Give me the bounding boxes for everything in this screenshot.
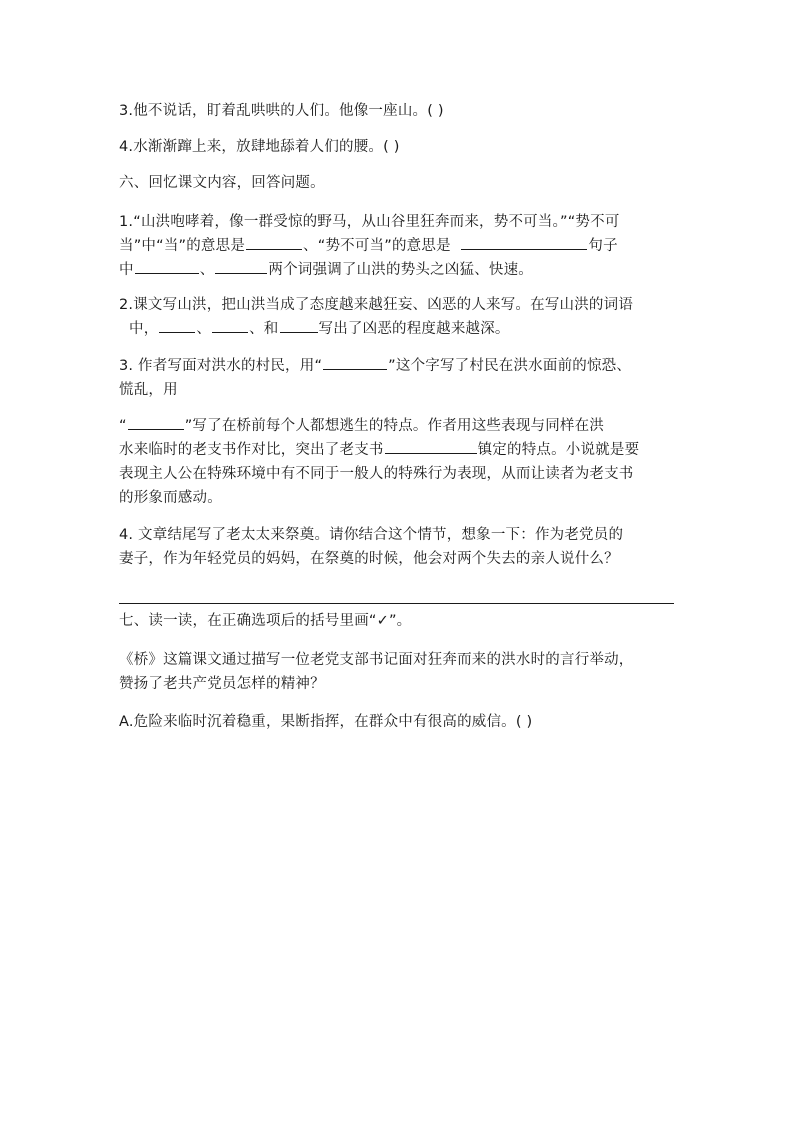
s6q2-text-5: 写出了凶恶的程度越来越深。	[318, 321, 510, 337]
s6q4-line-2: 妻子，作为年轻党员的妈妈，在祭奠的时候，他会对两个失去的亲人说什么？	[119, 551, 619, 567]
s6q2-text-3: 、	[196, 321, 212, 337]
s6q4-line-1: 4. 文章结尾写了老太太来祭奠。请你结合这个情节，想象一下：作为老党员的	[119, 527, 624, 543]
s7-question-line-1: 《桥》这篇课文通过描写一位老党支部书记面对狂奔而来的洪水时的言行举动，	[119, 652, 634, 668]
s6q2-text-1: 2.课文写山洪，把山洪当成了态度越来越狂妄、凶恶的人来写。在写山洪的词语	[119, 297, 634, 313]
section-7-option-a[interactable]: A.危险来临时沉着稳重，果断指挥，在群众中有很高的威信。( )	[119, 714, 533, 730]
blank-villager-word[interactable]	[323, 354, 387, 370]
blank-flood-word-3[interactable]	[280, 317, 318, 333]
s6q3-text-5: ”写了在桥前每个人都想逃生的特点。作者用这些表现与同样在洪	[184, 418, 605, 434]
question-4-line: 4.水渐渐蹿上来，放肆地舔着人们的腰。( )	[119, 139, 400, 155]
s6q3-text-4: “	[119, 418, 127, 434]
section-7-title: 七、读一读，在正确选项后的括号里画“✓”。	[119, 613, 412, 629]
blank-word-2[interactable]	[215, 258, 267, 274]
s6q1-text-2: 当”中“当”的意思是	[119, 238, 246, 254]
blank-escape-word[interactable]	[128, 414, 184, 430]
blank-secretary-trait[interactable]	[385, 438, 477, 454]
section-6-question-3-continued	[119, 414, 679, 510]
s6q3-text-8: 表现主人公在特殊环境中有不同于一般人的特殊行为表现，从而让读者为老支书	[119, 466, 634, 482]
s6q1-text-3: 、“势不可当”的意思是	[303, 238, 451, 254]
blank-flood-word-2[interactable]	[212, 317, 248, 333]
s6q2-text-2: 中，	[129, 321, 159, 337]
s6q2-text-4: 、和	[249, 321, 279, 337]
s7-question-line-2: 赞扬了老共产党员怎样的精神？	[119, 676, 325, 692]
answer-line[interactable]	[119, 603, 674, 604]
question-3-line: 3.他不说话，盯着乱哄哄的人们。他像一座山。( )	[119, 103, 444, 119]
s6q1-text-5: 中	[119, 262, 134, 278]
s6q1-text-6: 、	[199, 262, 215, 278]
section-6-title: 六、回忆课文内容，回答问题。	[119, 175, 325, 191]
s6q3-text-6: 水来临时的老支书作对比，突出了老支书	[119, 442, 384, 458]
section-6-question-2	[119, 293, 679, 341]
section-6-question-1	[119, 210, 679, 282]
s6q1-text-7: 两个词强调了山洪的势头之凶猛、快速。	[268, 262, 534, 278]
blank-meaning-dang[interactable]	[246, 234, 302, 250]
s6q1-text-4: 句子	[588, 238, 618, 254]
blank-flood-word-1[interactable]	[159, 317, 195, 333]
blank-meaning-shibukedang[interactable]	[461, 234, 587, 250]
s6q3-text-1: 3. 作者写面对洪水的村民，用“	[119, 358, 323, 374]
section-7-question	[119, 648, 679, 696]
s6q1-text-1: 1.“山洪咆哮着，像一群受惊的野马，从山谷里狂奔而来，势不可当。”“势不可	[119, 214, 620, 230]
s6q3-text-3: 慌乱，用	[119, 382, 178, 398]
s6q3-text-7: 镇定的特点。小说就是要	[477, 442, 640, 458]
s6q3-text-9: 的形象而感动。	[119, 490, 222, 506]
section-6-question-4	[119, 523, 679, 571]
s6q3-text-2: ”这个字写了村民在洪水面前的惊恐、	[388, 358, 632, 374]
blank-word-1[interactable]	[135, 258, 199, 274]
section-6-question-3	[119, 354, 679, 402]
